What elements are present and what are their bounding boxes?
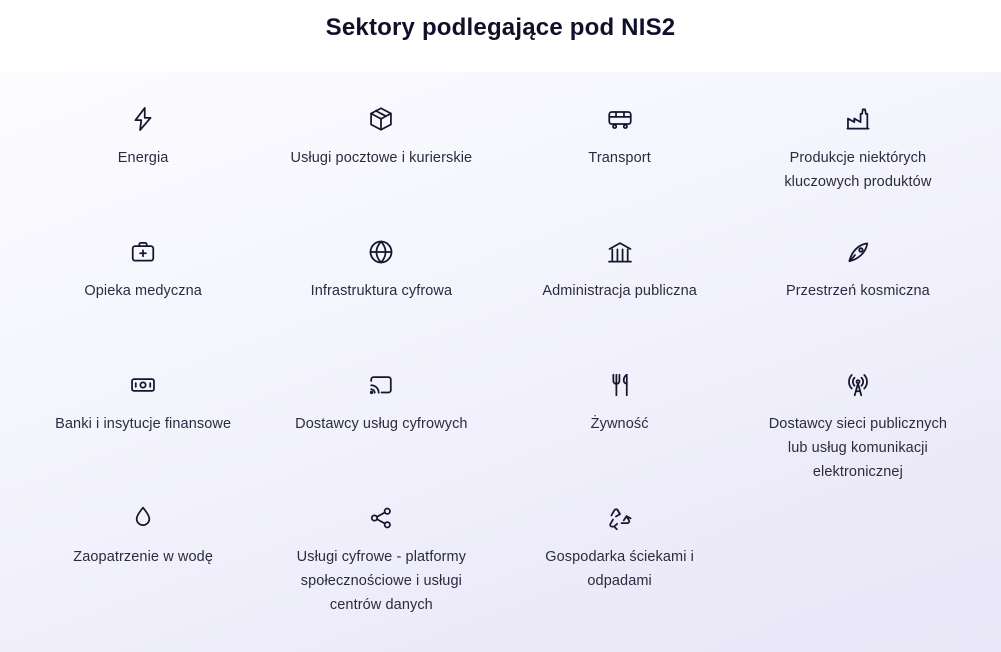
sector-label: Administracja publiczna	[542, 283, 697, 299]
page-title: Sektory podlegające pod NIS2	[325, 14, 676, 41]
bank-icon	[605, 237, 635, 267]
package-icon	[366, 104, 396, 134]
sector-item	[501, 497, 739, 630]
recycle-icon	[605, 503, 635, 533]
sectors-grid	[24, 98, 977, 630]
water-drop-icon	[128, 503, 158, 533]
first-aid-kit-icon	[128, 237, 158, 267]
sector-item	[262, 231, 500, 364]
sector-label: Produkcje niektórych kluczowych produktów	[784, 150, 932, 190]
sector-item	[262, 364, 500, 497]
bus-icon	[605, 104, 635, 134]
sector-label: Dostawcy sieci publicznych lub usług komunikacji elektronicznej	[768, 416, 948, 480]
share-nodes-icon	[366, 503, 396, 533]
sector-label: Usługi cyfrowe - platformy społecznościowe i usługi centrów danych	[296, 549, 467, 613]
sector-item	[24, 98, 262, 231]
sector-item	[262, 497, 500, 630]
globe-icon	[366, 237, 396, 267]
sector-label: Opieka medyczna	[84, 283, 202, 299]
sector-item	[501, 231, 739, 364]
antenna-icon	[843, 370, 873, 400]
rocket-icon	[843, 237, 873, 267]
cutlery-icon	[605, 370, 635, 400]
sector-item	[501, 364, 739, 497]
sector-label: Gospodarka ściekami i odpadami	[545, 549, 695, 589]
sector-label: Zaopatrzenie w wodę	[73, 549, 213, 565]
sector-label: Żywność	[590, 416, 649, 432]
sector-item	[24, 231, 262, 364]
factory-icon	[843, 104, 873, 134]
sector-item	[262, 98, 500, 231]
bolt-icon	[128, 104, 158, 134]
sector-item	[739, 98, 977, 231]
sector-label: Energia	[117, 150, 169, 166]
sector-label: Dostawcy usług cyfrowych	[295, 416, 468, 432]
sector-label: Banki i insytucje finansowe	[55, 416, 232, 432]
banknote-icon	[128, 370, 158, 400]
sector-item	[24, 364, 262, 497]
sector-label: Przestrzeń kosmiczna	[785, 283, 930, 299]
sector-label: Transport	[588, 150, 651, 166]
sector-label: Usługi pocztowe i kurierskie	[290, 150, 473, 166]
screencast-icon	[366, 370, 396, 400]
sector-item	[24, 497, 262, 630]
sectors-panel	[0, 72, 1001, 652]
sector-item	[739, 364, 977, 497]
sector-label: Infrastruktura cyfrowa	[310, 283, 453, 299]
sector-item	[739, 231, 977, 364]
sector-item	[501, 98, 739, 231]
